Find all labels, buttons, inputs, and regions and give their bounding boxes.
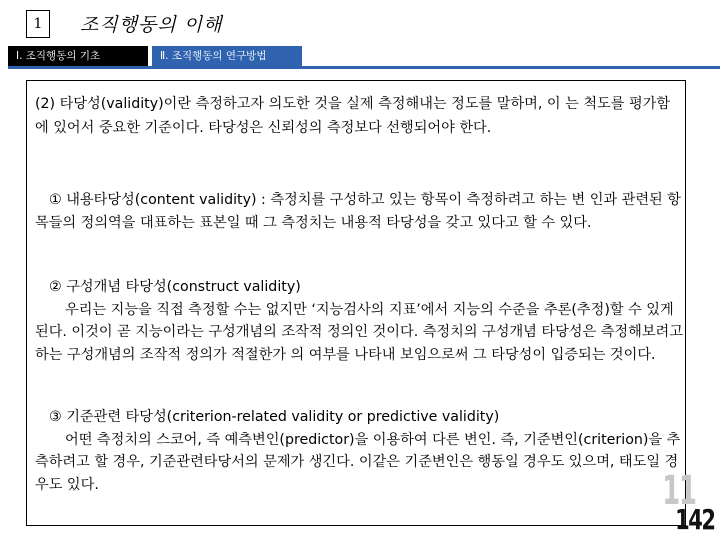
paragraph-validity: (2) 타당성(validity)이란 측정하고자 의도한 것을 실제 측정해내는 정도를 말하며, 이 는 척도를 평가함에 있어서 중요한 기준이다. 타당성은 신뢰성의 측정보다 선행되어야 한다.	[35, 96, 671, 136]
page-title: 조직행동의 이해	[80, 14, 223, 36]
page-number-main: 142	[674, 503, 714, 536]
construct-validity-heading: ② 구성개념 타당성(construct validity)	[49, 279, 301, 295]
chapter-number-box	[26, 10, 50, 38]
section-criterion-validity	[35, 406, 683, 496]
header-divider	[8, 66, 720, 69]
content-box	[26, 80, 686, 526]
criterion-validity-heading: ③ 기준관련 타당성(criterion-related validity or predictive validity)	[49, 409, 500, 425]
section-construct-validity	[35, 276, 683, 366]
tab-basics[interactable]: Ⅰ. 조직행동의 기초	[8, 46, 148, 66]
section-tabs	[8, 46, 302, 66]
chapter-number: 1	[33, 16, 43, 32]
construct-validity-body: 우리는 지능을 직접 측정할 수는 없지만 ‘지능검사의 지표’에서 지능의 수준을 추론(추정)할 수 있게 된다. 이것이 곧 지능이라는 구성개념의 조작적 정의인 것이다. 측정치의 구성개념 타당성은 측정해보려고 하는 구성개념의 조작적 정의가 적절한가 의 여부를 나타내 보임으로써 그 타당성이 입증되는 것이다.	[35, 301, 683, 363]
content-validity-text: ① 내용타당성(content validity) : 측정치를 구성하고 있는 항목이 측정하려고 하는 변 인과 관련된 항목들의 정의역을 대표하는 표본일 때 그 측정치는 내용적 타당성을 갖고 있다고 할 수 있다.	[35, 192, 681, 231]
paragraph-content-validity	[35, 189, 683, 234]
page-number	[644, 468, 714, 536]
criterion-validity-body: 어떤 측정치의 스코어, 즉 예측변인(predictor)을 이용하여 다른 변인. 즉, 기준변인(criterion)을 추측하려고 할 경우, 기준관련타당서의 문제가 생긴다. 이같은 기준변인은 행동일 경우도 있으며, 태도일 경우도 있다.	[35, 431, 681, 493]
page-number-shadow: 11	[662, 468, 696, 514]
tab-research-methods[interactable]: Ⅱ. 조직행동의 연구방법	[152, 46, 302, 66]
